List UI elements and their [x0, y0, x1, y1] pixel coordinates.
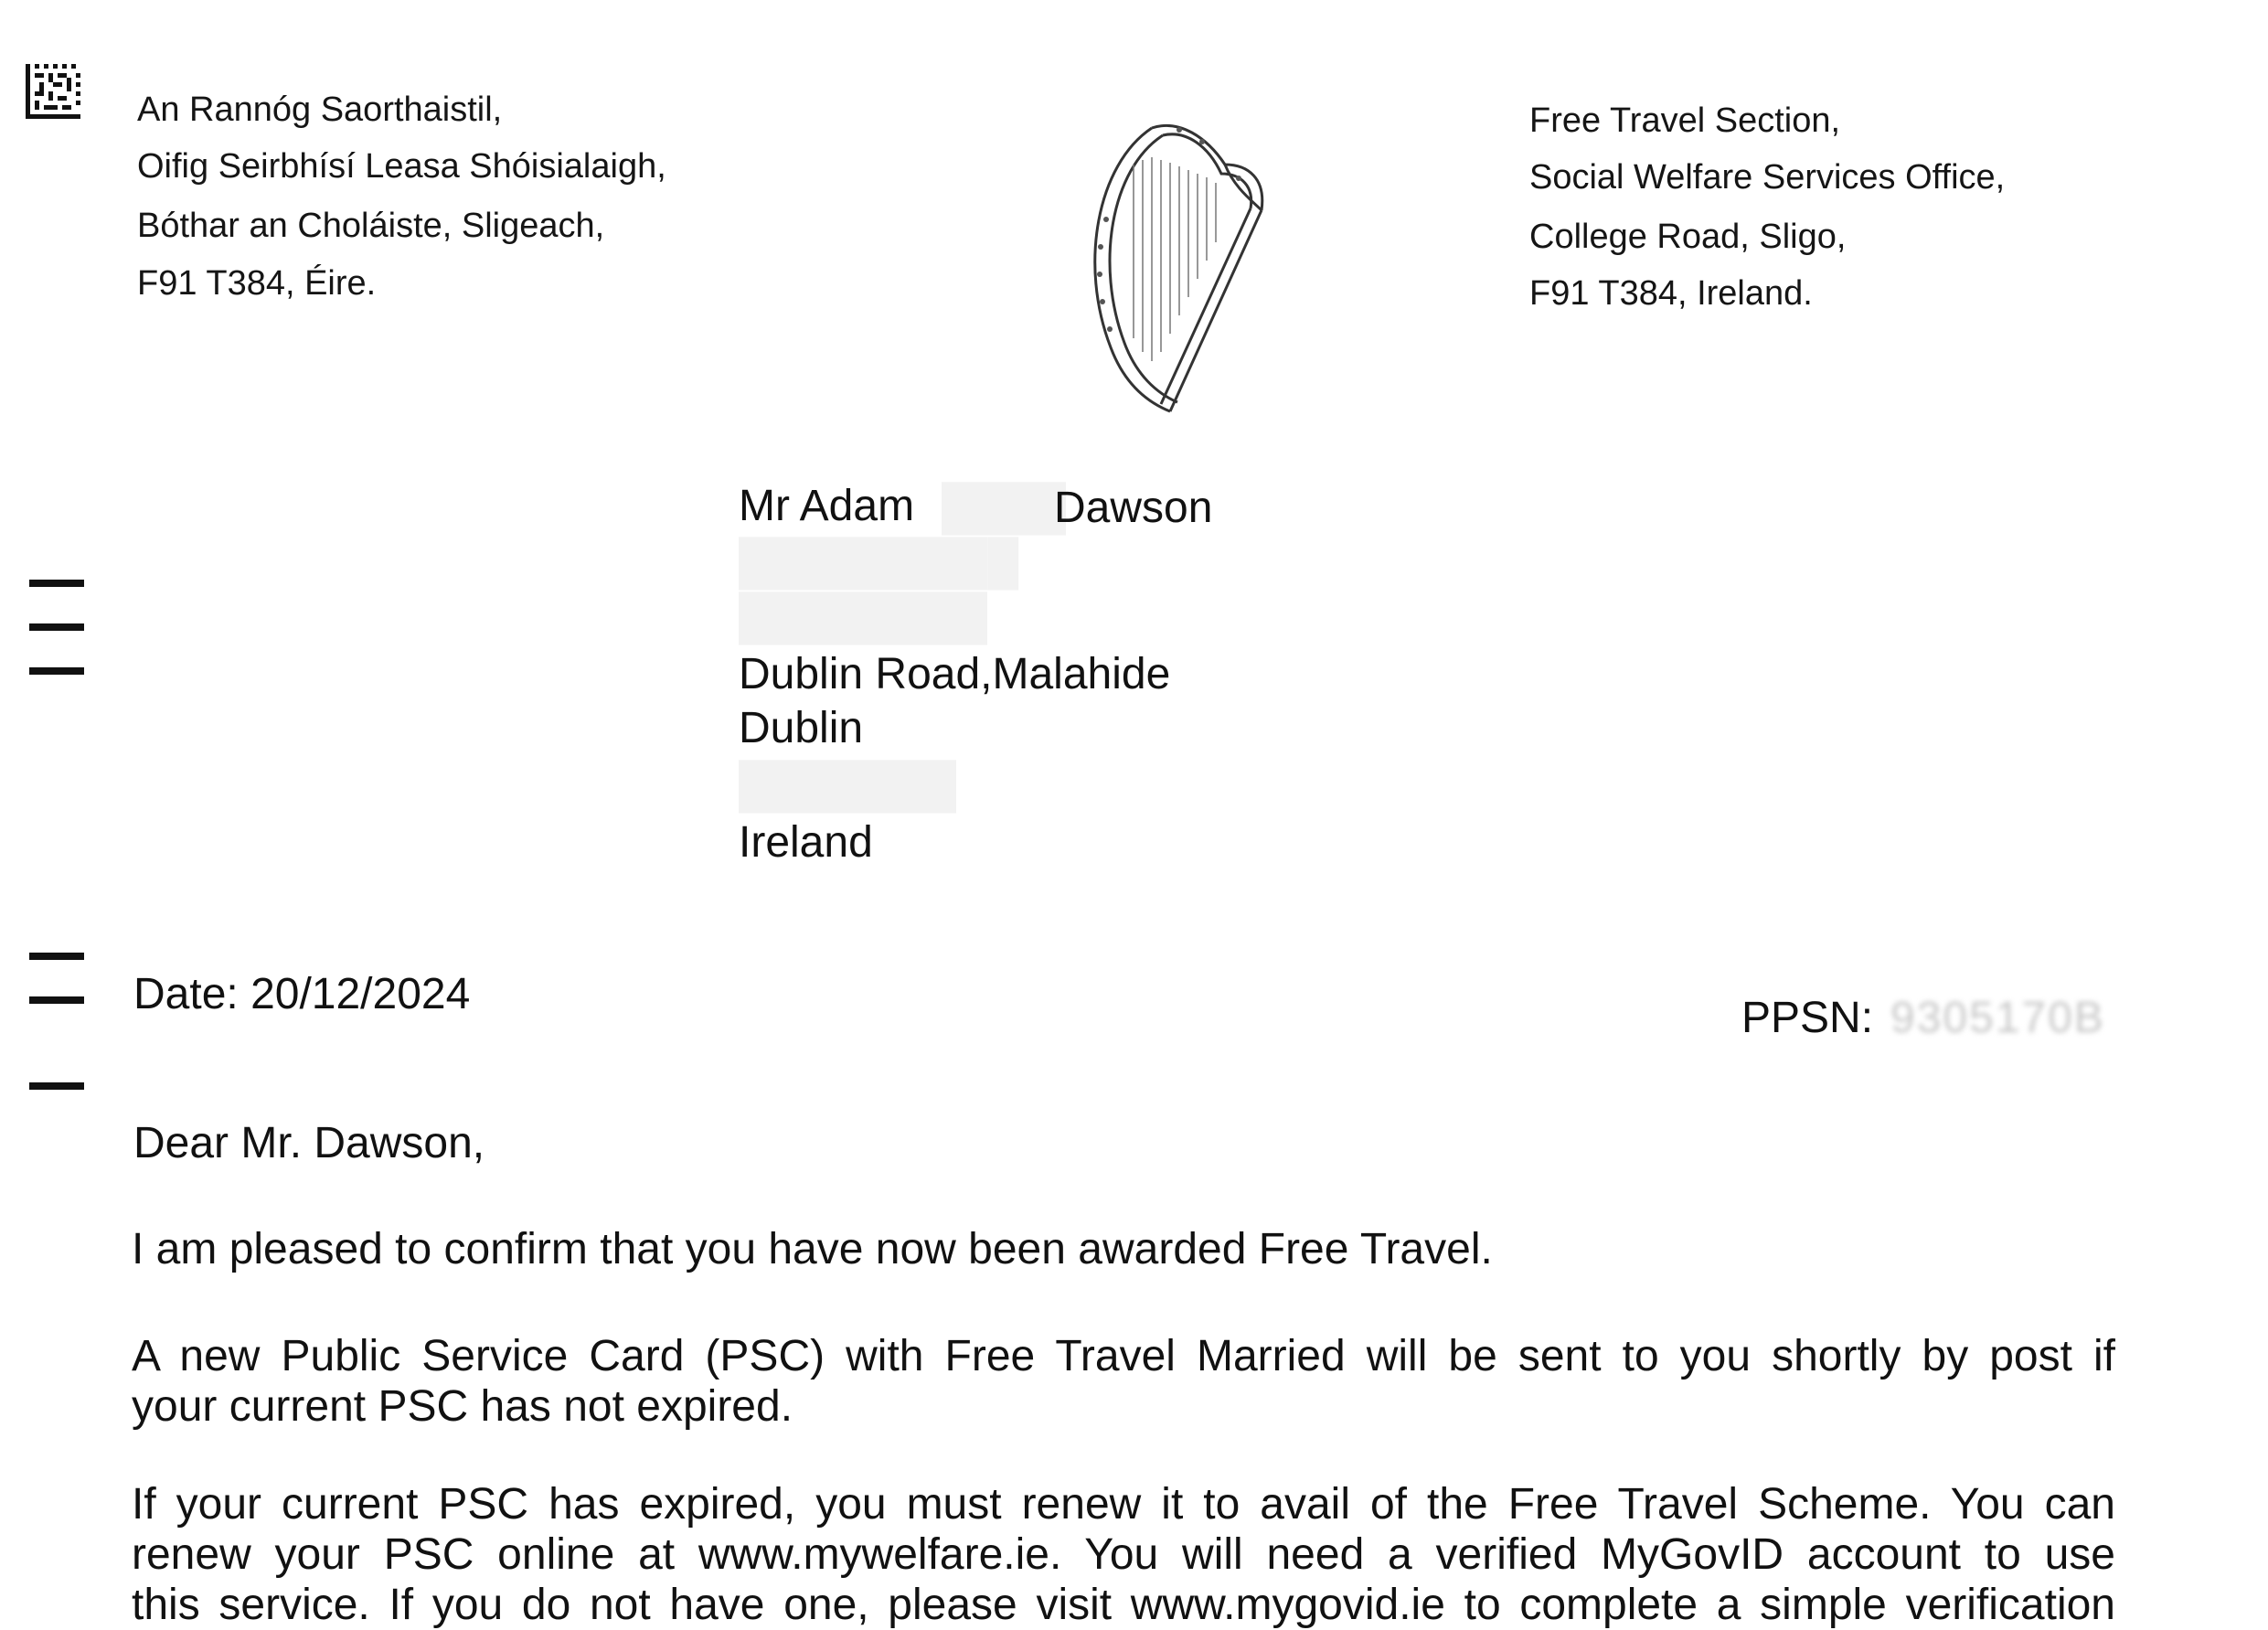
paragraph-psc-posting	[132, 1331, 2115, 1432]
irish-address-line: Bóthar an Choláiste, Sligeach,	[137, 207, 605, 245]
margin-mark	[29, 580, 84, 587]
paragraph-line: A new Public Service Card (PSC) with Free Travel Married will be sent to you shortly by post if	[132, 1332, 2115, 1380]
margin-mark	[29, 667, 84, 675]
redacted-eircode: ███████	[739, 762, 957, 810]
margin-mark	[29, 953, 84, 960]
paragraph-line: renew your PSC online at www.mywelfare.ie. You will need a verified MyGovID account to use	[132, 1530, 2115, 1579]
recipient-street: Dublin Road,Malahide	[739, 650, 1171, 698]
english-address-line: F91 T384, Ireland.	[1529, 274, 1813, 313]
paragraph-psc-renewal	[132, 1479, 2115, 1630]
irish-address-line: Oifig Seirbhísí Leasa Shóisialaigh,	[137, 147, 666, 186]
english-address-line: Free Travel Section,	[1529, 101, 1841, 140]
redacted-address-line: ████████	[739, 593, 988, 642]
english-address-line: College Road, Sligo,	[1529, 218, 1847, 256]
paragraph-line: If your current PSC has expired, you must renew it to avail of the Free Travel Scheme. You can	[132, 1480, 2115, 1529]
datamatrix-code-icon	[26, 64, 80, 119]
redacted-address-line: █████████	[739, 538, 1019, 587]
harp-crest-icon	[1042, 110, 1280, 430]
redacted-middle-name: ████	[942, 484, 1067, 532]
paragraph-line: your current PSC has not expired.	[132, 1382, 793, 1431]
paragraph-award-confirmation: I am pleased to confirm that you have now been awarded Free Travel.	[132, 1225, 1493, 1273]
redacted-ppsn-value: 9305170B	[1890, 994, 2105, 1042]
salutation: Dear Mr. Dawson,	[133, 1119, 485, 1167]
letter-date: Date: 20/12/2024	[133, 970, 471, 1018]
ppsn-label: PPSN:	[1741, 994, 1874, 1042]
irish-address-line: F91 T384, Éire.	[137, 264, 377, 303]
english-address-line: Social Welfare Services Office,	[1529, 158, 2006, 197]
irish-address-line: An Rannóg Saorthaistil,	[137, 91, 503, 129]
paragraph-line: this service. If you do not have one, please visit www.mygovid.ie to complete a simple verification	[132, 1581, 2115, 1629]
margin-mark	[29, 623, 84, 631]
margin-mark	[29, 1082, 84, 1090]
recipient-last-name: Dawson	[1054, 484, 1213, 532]
recipient-city: Dublin	[739, 704, 864, 752]
margin-mark	[29, 996, 84, 1004]
recipient-first-name: Mr Adam	[739, 482, 915, 530]
recipient-country: Ireland	[739, 818, 873, 867]
